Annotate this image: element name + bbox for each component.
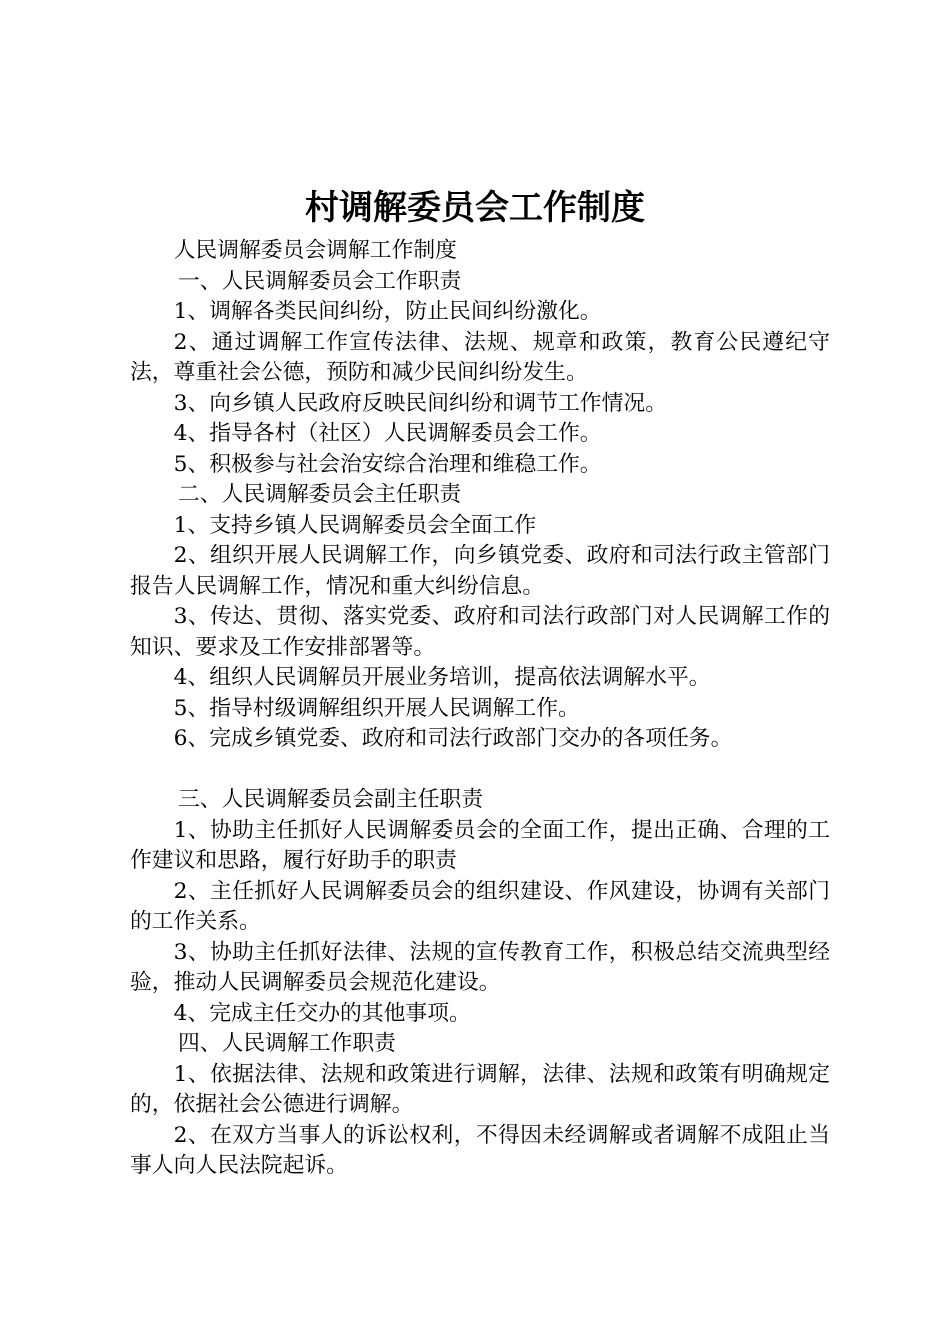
paragraph: 5、指导村级调解组织开展人民调解工作。 — [173, 695, 580, 721]
paragraph: 1、调解各类民间纠纷，防止民间纠纷激化。 — [173, 299, 602, 324]
paragraph: 1、依据法律、法规和政策进行调解，法律、法规和政策有明确规定的，依据社会公德进行调解。 — [130, 1061, 830, 1117]
paragraph: 4、指导各村（社区）人民调解委员会工作。 — [173, 421, 602, 446]
paragraph: 2、通过调解工作宣传法律、法规、规章和政策，教育公民遵纪守法，尊重社会公德，预防和减少民间纠纷发生。 — [130, 329, 830, 385]
paragraph: 5、积极参与社会治安综合治理和维稳工作。 — [173, 451, 602, 477]
paragraph: 3、协助主任抓好法律、法规的宣传教育工作，积极总结交流典型经验，推动人民调解委员会规范化建设。 — [130, 939, 830, 995]
section-heading-1: 一、人民调解委员会工作职责 — [177, 268, 462, 294]
paragraph-subtitle: 人民调解委员会调解工作制度 — [173, 238, 457, 263]
document-title: 村调解委员会工作制度 — [305, 188, 645, 228]
paragraph: 2、组织开展人民调解工作，向乡镇党委、政府和司法行政主管部门报告人民调解工作，情况和重大纠纷信息。 — [130, 543, 830, 599]
paragraph: 4、组织人民调解员开展业务培训，提高依法调解水平。 — [173, 665, 711, 690]
section-heading-2: 二、人民调解委员会主任职责 — [177, 482, 462, 507]
section-heading-4: 四、人民调解工作职责 — [177, 1031, 396, 1056]
blank-line — [130, 755, 830, 786]
paragraph: 4、完成主任交办的其他事项。 — [173, 1000, 471, 1026]
paragraph: 2、在双方当事人的诉讼权利，不得因未经调解或者调解不成阻止当事人向人民法院起诉。 — [130, 1122, 830, 1178]
paragraph: 3、向乡镇人民政府反映民间纠纷和调节工作情况。 — [173, 390, 667, 416]
paragraph: 1、协助主任抓好人民调解委员会的全面工作，提出正确、合理的工作建议和思路，履行好助手的职责 — [130, 817, 830, 873]
paragraph: 3、传达、贯彻、落实党委、政府和司法行政部门对人民调解工作的知识、要求及工作安排部署等。 — [130, 604, 830, 660]
paragraph: 2、主任抓好人民调解委员会的组织建设、作风建设，协调有关部门的工作关系。 — [130, 878, 830, 934]
document-body — [130, 236, 830, 1182]
paragraph: 6、完成乡镇党委、政府和司法行政部门交办的各项任务。 — [173, 726, 733, 751]
section-heading-3: 三、人民调解委员会副主任职责 — [177, 787, 484, 812]
paragraph: 1、支持乡镇人民调解委员会全面工作 — [173, 512, 537, 538]
